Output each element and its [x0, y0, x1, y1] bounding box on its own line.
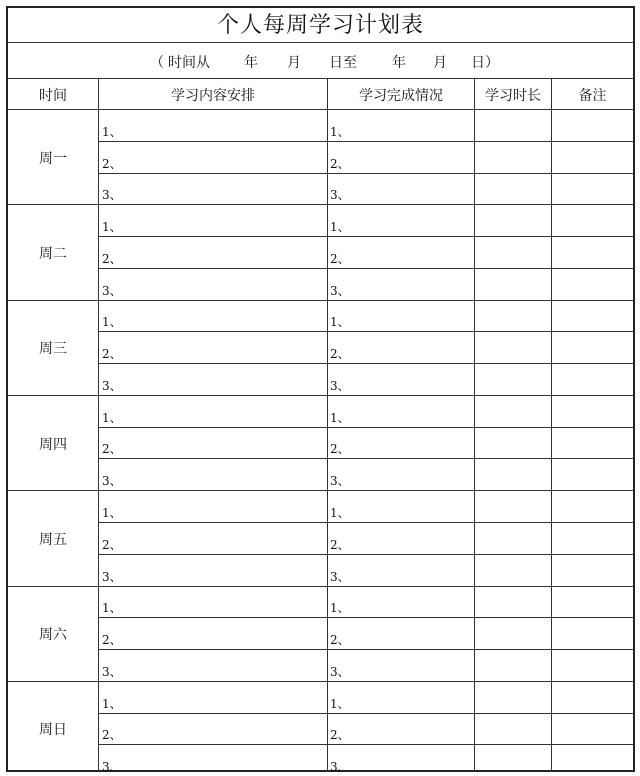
day-label: 周日 [39, 722, 67, 739]
completion-cell[interactable] [328, 141, 474, 173]
date-day-to: 日至 [329, 55, 357, 71]
completion-item-number: 2、 [330, 537, 350, 552]
content-item-number: 3、 [102, 474, 122, 489]
weekly-study-plan-sheet [6, 6, 635, 775]
content-cell[interactable] [99, 554, 327, 586]
completion-cell[interactable] [328, 300, 474, 332]
content-cell[interactable] [99, 236, 327, 268]
notes-cell[interactable] [552, 236, 633, 268]
content-cell[interactable] [99, 300, 327, 332]
date-range-line [8, 43, 633, 77]
content-cell[interactable] [99, 681, 327, 713]
completion-item-number: 2、 [330, 442, 350, 457]
duration-cell[interactable] [475, 331, 551, 363]
completion-cell[interactable] [328, 363, 474, 395]
content-item-number: 3、 [102, 664, 122, 679]
notes-cell[interactable] [552, 458, 633, 490]
content-cell[interactable] [99, 744, 327, 776]
notes-cell[interactable] [552, 427, 633, 459]
notes-cell[interactable] [552, 331, 633, 363]
notes-cell[interactable] [552, 681, 633, 713]
completion-item-number: 3、 [330, 378, 350, 393]
duration-cell[interactable] [475, 427, 551, 459]
date-day-end: 日） [471, 55, 499, 71]
completion-item-number: 3、 [330, 188, 350, 203]
content-item-number: 2、 [102, 251, 122, 266]
date-year-2: 年 [392, 55, 406, 71]
duration-cell[interactable] [475, 554, 551, 586]
completion-item-number: 2、 [330, 728, 350, 743]
date-open-paren: （ [150, 55, 164, 71]
notes-cell[interactable] [552, 554, 633, 586]
content-item-number: 2、 [102, 537, 122, 552]
completion-cell[interactable] [328, 427, 474, 459]
content-item-number: 2、 [102, 347, 122, 362]
completion-cell[interactable] [328, 713, 474, 745]
duration-cell[interactable] [475, 649, 551, 681]
content-cell[interactable] [99, 331, 327, 363]
date-year-1: 年 [244, 55, 258, 71]
completion-cell[interactable] [328, 522, 474, 554]
duration-cell[interactable] [475, 586, 551, 618]
completion-item-number: 3、 [330, 283, 350, 298]
completion-item-number: 2、 [330, 251, 350, 266]
day-label: 周五 [39, 531, 67, 548]
content-cell[interactable] [99, 586, 327, 618]
duration-cell[interactable] [475, 395, 551, 427]
notes-cell[interactable] [552, 141, 633, 173]
content-item-number: 1、 [102, 696, 122, 711]
completion-cell[interactable] [328, 744, 474, 776]
completion-cell[interactable] [328, 268, 474, 300]
content-cell[interactable] [99, 458, 327, 490]
day-label: 周三 [39, 341, 67, 358]
notes-cell[interactable] [552, 649, 633, 681]
completion-cell[interactable] [328, 681, 474, 713]
completion-item-number: 1、 [330, 696, 350, 711]
content-item-number: 2、 [102, 728, 122, 743]
completion-item-number: 3、 [330, 664, 350, 679]
content-cell[interactable] [99, 649, 327, 681]
completion-cell[interactable] [328, 395, 474, 427]
duration-cell[interactable] [475, 617, 551, 649]
column-header-notes: 备注 [578, 88, 607, 104]
column-header-completion: 学习完成情况 [359, 88, 443, 104]
duration-cell[interactable] [475, 141, 551, 173]
completion-cell[interactable] [328, 173, 474, 205]
content-cell[interactable] [99, 109, 327, 141]
notes-cell[interactable] [552, 363, 633, 395]
completion-cell[interactable] [328, 236, 474, 268]
column-header-time: 时间 [39, 88, 67, 104]
duration-cell[interactable] [475, 109, 551, 141]
content-item-number: 1、 [102, 220, 122, 235]
completion-cell[interactable] [328, 490, 474, 522]
completion-item-number: 1、 [330, 410, 350, 425]
content-item-number: 3、 [102, 283, 122, 298]
content-cell[interactable] [99, 268, 327, 300]
completion-item-number: 2、 [330, 633, 350, 648]
content-item-number: 3、 [102, 760, 122, 775]
completion-item-number: 1、 [330, 124, 350, 139]
date-month-2: 月 [433, 55, 447, 71]
content-item-number: 2、 [102, 156, 122, 171]
duration-cell[interactable] [475, 744, 551, 776]
content-item-number: 3、 [102, 188, 122, 203]
content-item-number: 2、 [102, 442, 122, 457]
content-item-number: 3、 [102, 378, 122, 393]
content-item-number: 1、 [102, 505, 122, 520]
completion-cell[interactable] [328, 109, 474, 141]
duration-cell[interactable] [475, 522, 551, 554]
content-item-number: 2、 [102, 633, 122, 648]
duration-cell[interactable] [475, 363, 551, 395]
day-label: 周一 [39, 150, 67, 167]
duration-cell[interactable] [475, 458, 551, 490]
notes-cell[interactable] [552, 395, 633, 427]
content-cell[interactable] [99, 617, 327, 649]
duration-cell[interactable] [475, 300, 551, 332]
content-cell[interactable] [99, 713, 327, 745]
completion-item-number: 1、 [330, 315, 350, 330]
content-cell[interactable] [99, 204, 327, 236]
content-cell[interactable] [99, 395, 327, 427]
date-from-label: 时间从 [168, 55, 210, 71]
completion-item-number: 1、 [330, 601, 350, 616]
content-cell[interactable] [99, 173, 327, 205]
column-header-duration: 学习时长 [485, 88, 541, 104]
notes-cell[interactable] [552, 204, 633, 236]
content-item-number: 1、 [102, 410, 122, 425]
completion-item-number: 2、 [330, 156, 350, 171]
completion-cell[interactable] [328, 458, 474, 490]
completion-cell[interactable] [328, 586, 474, 618]
content-cell[interactable] [99, 490, 327, 522]
completion-item-number: 3、 [330, 760, 350, 775]
notes-cell[interactable] [552, 268, 633, 300]
content-item-number: 1、 [102, 124, 122, 139]
notes-cell[interactable] [552, 109, 633, 141]
day-label: 周六 [39, 627, 67, 644]
completion-cell[interactable] [328, 617, 474, 649]
duration-cell[interactable] [475, 173, 551, 205]
content-item-number: 1、 [102, 601, 122, 616]
notes-cell[interactable] [552, 173, 633, 205]
duration-cell[interactable] [475, 490, 551, 522]
duration-cell[interactable] [475, 713, 551, 745]
content-item-number: 1、 [102, 315, 122, 330]
content-cell[interactable] [99, 363, 327, 395]
content-cell[interactable] [99, 427, 327, 459]
column-header-content: 学习内容安排 [171, 88, 255, 104]
notes-cell[interactable] [552, 300, 633, 332]
duration-cell[interactable] [475, 681, 551, 713]
notes-cell[interactable] [552, 522, 633, 554]
completion-item-number: 1、 [330, 505, 350, 520]
date-month-1: 月 [287, 55, 301, 71]
notes-cell[interactable] [552, 744, 633, 776]
completion-item-number: 3、 [330, 569, 350, 584]
day-label: 周二 [39, 245, 67, 262]
completion-cell[interactable] [328, 554, 474, 586]
content-item-number: 3、 [102, 569, 122, 584]
content-cell[interactable] [99, 522, 327, 554]
notes-cell[interactable] [552, 586, 633, 618]
page-title: 个人每周学习计划表 [216, 13, 424, 38]
completion-item-number: 3、 [330, 474, 350, 489]
duration-cell[interactable] [475, 268, 551, 300]
completion-cell[interactable] [328, 331, 474, 363]
notes-cell[interactable] [552, 490, 633, 522]
completion-cell[interactable] [328, 649, 474, 681]
completion-cell[interactable] [328, 204, 474, 236]
completion-item-number: 2、 [330, 347, 350, 362]
notes-cell[interactable] [552, 617, 633, 649]
completion-item-number: 1、 [330, 220, 350, 235]
duration-cell[interactable] [475, 204, 551, 236]
notes-cell[interactable] [552, 713, 633, 745]
day-label: 周四 [39, 436, 67, 453]
content-cell[interactable] [99, 141, 327, 173]
duration-cell[interactable] [475, 236, 551, 268]
